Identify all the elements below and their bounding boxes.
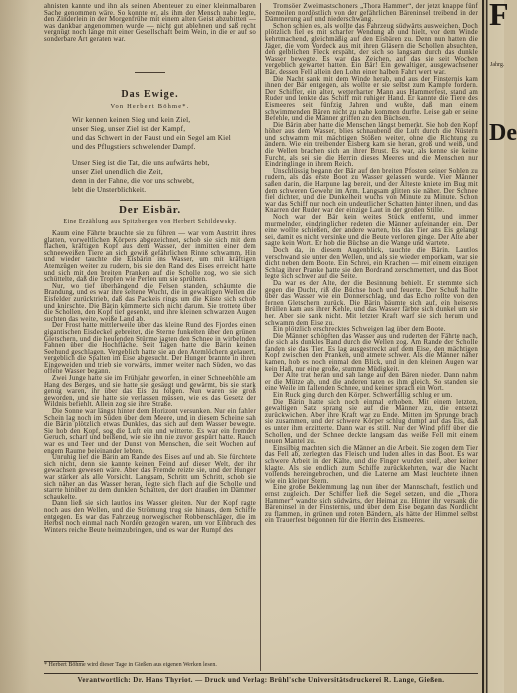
story-paragraph: Der Alte trat heran und sah lange auf den Bären nieder. Dann nahm er die Mütze ab, und die anderen taten es ihm gleich. So standen sie eine Weile im fallenden Schnee, und keiner sprach ein Wort. [265,372,478,393]
story-paragraph: Die Bärin aber hatte die Menschen längst bemerkt. Sie hob den Kopf höher aus dem Wasser, blies schnaubend die Luft durch die Nüstern und schwamm mit mächtigen Stößen weiter, ohne die Richtung zu ändern. Wie ein treibender Eisberg kam sie heran, groß und weiß, und die Wellen brachen sich an ihrer Brust. Es war, als kenne sie keine Furcht, als sei sie die Herrin dieses Meeres und die Menschen nur Eindringlinge in ihrem Reich. [265,121,478,169]
footer-rule [44,673,478,674]
ornament-rule [135,72,165,73]
story-paragraph: Die Sonne war längst hinter dem Horizont versunken. Nur ein fahler Schein lag noch im Süden über dem Meere, und in diesem Scheine sah die Bärin plötzlich etwas Dunkles, das sich auf dem Wasser bewegte. Sie hob den Kopf, sog die Luft ein und witterte. Es war ein fremder Geruch, scharf und beißend, wie sie ihn nie zuvor gespürt hatte. Rauch war es und Teer und der Dunst von Menschen, die seit Wochen auf engem Raume beieinander lebten. [44,408,256,455]
story-subtitle: Eine Erzählung aus Spitzbergen von Herbert Schildewsky. [63,219,237,225]
poem-verse: denn in der Fahne, die vor uns schwebt, [72,177,195,185]
adjacent-page-fragment: Jahrg. [490,62,505,68]
poem-byline: Von Herbert Böhme*. [110,103,190,110]
story-paragraph: Unschlüssig begann der Bär auf den breiten Pfosten seiner Sohlen zu rudern, als das erste Boot zu Wasser gelassen wurde. Vier Männer saßen darin, die Harpune lag bereit, und der Älteste kniete im Bug mit dem schweren Gewehr im Arm. Langsam glitten sie näher. Der Schnee fiel dichter, und die Dunkelheit wuchs von Minute zu Minute. Schon war das Schiff nur noch ein undeutlicher Schatten hinter ihnen, und das Knarren der Ruder war der einzige Laut in der großen Stille. [265,167,478,215]
adjacent-page-fragment: De [489,120,517,146]
story-paragraph: Die Nacht sank mit dem Winde herab, und aus der Finsternis kam ihnen der Bär entgegen, als wollte er sie selbst zum Kampfe fordern. Der Schiffer, ein alter, wetterharter Mann aus Hammerfest, stand am Ruder und lenkte das Schiff mit ruhiger Hand. Er kannte die Tiere des Eismeeres seit fünfzig Jahren und wußte, daß man einem schwimmenden Bären nicht zu nahe kommen durfte. Leise gab er seine Befehle, und die Männer griffen zu den Büchsen. [265,75,478,123]
story-paragraph: Eine große Beklemmung lag nun über der Mannschaft, festlich und ernst zugleich. Der Schiffer ließ die Segel setzen, und die „Thora Hammer“ wandte sich südwärts, der Heimat zu. Hinter ihr versank die Bäreninsel in der Finsternis, und über dem Eise begann das Nordlicht zu flammen, in grünen und roten Bändern, als hätte der Himmel selbst ein Trauerfest begonnen für die Herrin des Eismeeres. [265,484,478,525]
poem-verse: und das Schwert in der Faust und ein Segel am Kiel [72,134,231,142]
poem-title: Das Ewige. [121,89,179,100]
footnote: * Herbert Böhme wird dieser Tage in Gießen aus eigenen Werken lesen. [44,662,217,668]
story-paragraph: Dann ließ sie sich lautlos ins Wasser gleiten. Nur der Kopf ragte noch aus den Wellen, und die Strömung trug sie hinaus, dem Schiffe entgegen. Es war das Fahrzeug norwegischer Robbenschläger, die im Herbst noch einmal nach Norden gezogen waren, um vor Einbruch des Winters reiche Beute heimzubringen, und es war der Rumpf des [44,500,256,534]
story-paragraph: Doch da, in diesem Augenblick, tauchte die Bärin. Lautlos verschwand sie unter den Wellen, und als sie wieder emporkam, war sie dicht neben dem Boote. Ein Schrei, ein Krachen — mit einem einzigen Schlag ihrer Pranke hatte sie den Bordrand zerschmettert, und das Boot legte sich schwer auf die Seite. [265,246,478,281]
story-paragraph: Nur, wo tief überhängend die Felsen standen, schäumte die Brandung, und es war ihre seltene Wucht, die in gewaltigen Wellen die Eisfelder zurücktrieb, daß das Packeis rings um die Küste sich schob und knirschte. Die Bärin kümmerte sich nicht darum. Sie trottete über die Schollen, den Kopf tief gesenkt, und ihre kleinen schwarzen Augen suchten das weite, weiße Land ab. [44,282,256,323]
poem-stanza [72,159,256,195]
poem-verse: Unser Sieg ist die Tat, die uns aufwärts hebt, [72,159,210,167]
story-body-left [44,231,256,659]
story-paragraph: Ein plötzlich erschrecktes Schweigen lag über dem Boote. [273,326,446,334]
story-paragraph: Kaum eine Fährte brauchte sie zu führen — war vom Austritt ihres glatten, vorweltlichen Körpers abgezeichnet, schob sie sich mit dem flachen, kräftigen Kopf aus dem Wasser, der inmitten einer dem schneeweißen Tiere an sich gewiß gefährlichen Rinne schwamm. Hin und wieder tauchte die Eisbärin ins Wasser, um mit kräftigen Atemzügen weiter zu rudern, bis sie den Rand des Eises erreicht hatte und sich mit den breiten Pranken auf die Scholle zog, wo sie sich schüttelte, daß die Tropfen wie Perlen um sie sprühten. [44,230,256,284]
imprint-footer: Verantwortlich: Dr. Hans Thyriot. — Druck und Verlag: Brühl'sche Universitätsdruckerei R. Lange, Gießen. [77,676,445,684]
column-divider [260,3,261,671]
story-paragraph: Tromsöer Zweimastschoners „Thora Hammer“, der jetzt knappe fünf Seemeilen nordöstlich von der gefährlichen Bäreninsel treibend in der Dämmerung auf und niederschwang. [265,3,478,24]
poem-verse: unser Ziel unendlich die Zeit, [72,168,163,176]
poem-verse: und des Pflugstiers schwelender Dampf. [72,143,196,151]
poem-verse: lebt die Unsterblichkeit. [72,186,147,194]
poem-verse: Wir kennen keinen Sieg und kein Ziel, [72,116,191,124]
story-paragraph: Einsilbig machten sich die Männer an die Arbeit. Sie zogen dem Tier das Fell ab, zerlegten das Fleisch und luden alles in das Boot. Es war schwere Arbeit in der Kälte, und die Finger wurden steif, aber keiner klagte. Als sie endlich zum Schiffe zurückkehrten, war die Nacht vollends hereingebrochen, und die Laterne am Mast leuchtete ihnen wie ein kleiner Stern. [265,444,478,485]
intro-paragraph: ahnisten kannte und ihn als seinen Abenteuer zu einer kleinmalbaren Sache genommen wäre. So konnte er, als ihm der Mensch nahe legte, den Zinderlein in der Morgenfrühe mit einem alten Geist abzubitten — was dankbar angenommen wurde — nicht gut ablehnen und saß recht vergnügt noch lange mit einer Gesellschaft beim Wein, in die er auf so sonderbare Art geraten war. [44,3,256,43]
poem [72,116,256,202]
poem-stanza [72,116,256,152]
adjacent-page-edge [482,0,517,693]
intro-paragraph-block [44,4,256,54]
story-paragraph: Der Frost hatte mittlerweile über das kleine Rund des Fjordes einen gigantischen Eisdeckel gebreitet, die Sterne funkelten über den grünen Gletschern, und die heulenden Stürme jagten den Schnee in wirbelnden Fahnen über die Hochfläche. Seit Tagen hatte die Bärin keinen Seehund geschlagen. Vergeblich hatte sie an den Atemlöchern gelauert, vergeblich die Spalten im Eise abgesucht. Der Hunger brannte in ihren Eingeweiden und trieb sie vorwärts, immer weiter nach Süden, wo das offene Wasser begann. [44,322,256,376]
story-paragraph: Zwei Junge hatte sie im Frühjahr geworfen, in einer Schneehöhle am Hang des Berges, und sie hatte sie gesäugt und gewärmt, bis sie stark genug waren, ihr über das Eis zu folgen. Nun waren sie groß geworden, und sie hatte sie verlassen müssen, wie es das Gesetz der Wildnis befiehlt. Allein zog sie ihre Straße. [44,375,256,409]
story-title: Der Eisbär. [119,204,181,216]
section-rule [120,200,180,201]
story-paragraph: Noch war der Bär kein weites Stück entfernt, und immer murmelnder, eindringlicher redeten die Männer aufeinander ein. Der eine wollte schießen, der andere warten, bis das Tier ans Eis gelangt sei, damit es nicht versinke und die Beute verloren ginge. Der Alte aber sagte kein Wort. Er hob die Büchse an die Wange und wartete. [265,214,478,248]
story-paragraph: Die Männer schöpften das Wasser aus und ruderten der Fährte nach, die sich als dunkles Band durch die Wellen zog. Am Rande der Scholle fanden sie das Tier. Es lag ausgestreckt auf dem Eise, den mächtigen Kopf zwischen den Pranken, und atmete schwer. Als die Männer näher kamen, hob es noch einmal den Blick, und in den kleinen Augen war kein Haß, nur eine große, stumme Müdigkeit. [265,332,478,373]
poem-verse: unser Sieg, unser Ziel ist der Kampf, [72,125,186,133]
story-paragraph: Ein Ruck ging durch den Körper. Schwerfällig schlug er um. [273,392,453,400]
adjacent-page-fragment: F [489,0,509,32]
story-paragraph: Die Bärin hatte sich noch einmal erhoben. Mit einem letzten, gewaltigen Satz sprang sie auf die Männer zu, die entsetzt zurückwichen. Aber ihre Kraft war zu Ende. Mitten im Sprunge brach sie zusammen, und der schwere Körper schlug dumpf auf das Eis, daß es unter ihm erzitterte. Dann war es still. Nur der Wind pfiff über die Schollen, und der Schnee deckte langsam das weiße Fell mit einem neuen Mantel zu. [265,398,478,446]
story-paragraph: Unruhig lief die Bärin am Rande des Eises auf und ab. Sie fürchtete sich nicht, denn sie kannte keinen Feind auf dieser Welt, der ihr gewachsen gewesen wäre. Aber das Fremde reizte sie, und der Hunger war stärker als alle Vorsicht. Langsam, Schritt um Schritt, schob sie sich näher an das Wasser heran, legte sich flach auf die Scholle und starrte hinüber zu dem dunklen Schatten, der dort draußen im Dämmer schaukelte. [44,454,256,501]
story-paragraph: Schon schien es, als wollte das Fahrzeug südwärts ausweichen. Doch plötzlich fiel es mit scharfer Wendung ab und hielt, vor dem Winde kehrtmachend, gleichmäßig auf den Eisbären zu. Denn nun hatten die Jäger, die vom Vordeck aus mit ihren Gläsern die Schollen absuchten, den gelblichen Fleck erspäht, der sich so langsam durch das dunkle Wasser bewegte. Es war das Zeichen, auf das sie seit Wochen vergeblich gewartet hatten. Ein Bär! Ein gewaltiger, ausgewachsener Bär, dessen Fell allein den Lohn einer halben Fahrt wert war. [265,22,478,76]
story-body-right [265,4,478,670]
story-paragraph: Da war es der Alte, der die Besinnung behielt. Er stemmte sich gegen die Ducht, riß die Büchse hoch und feuerte. Der Schuß hallte über das Wasser wie ein Donnerschlag, und das Echo rollte von den fernen Gletschern zurück. Die Bärin bäumte sich auf, ein heiseres Brüllen kam aus ihrer Kehle, und das Wasser färbte sich dunkel um sie her. Aber sie sank nicht. Mit letzter Kraft warf sie sich herum und schwamm dem Eise zu. [265,279,478,327]
